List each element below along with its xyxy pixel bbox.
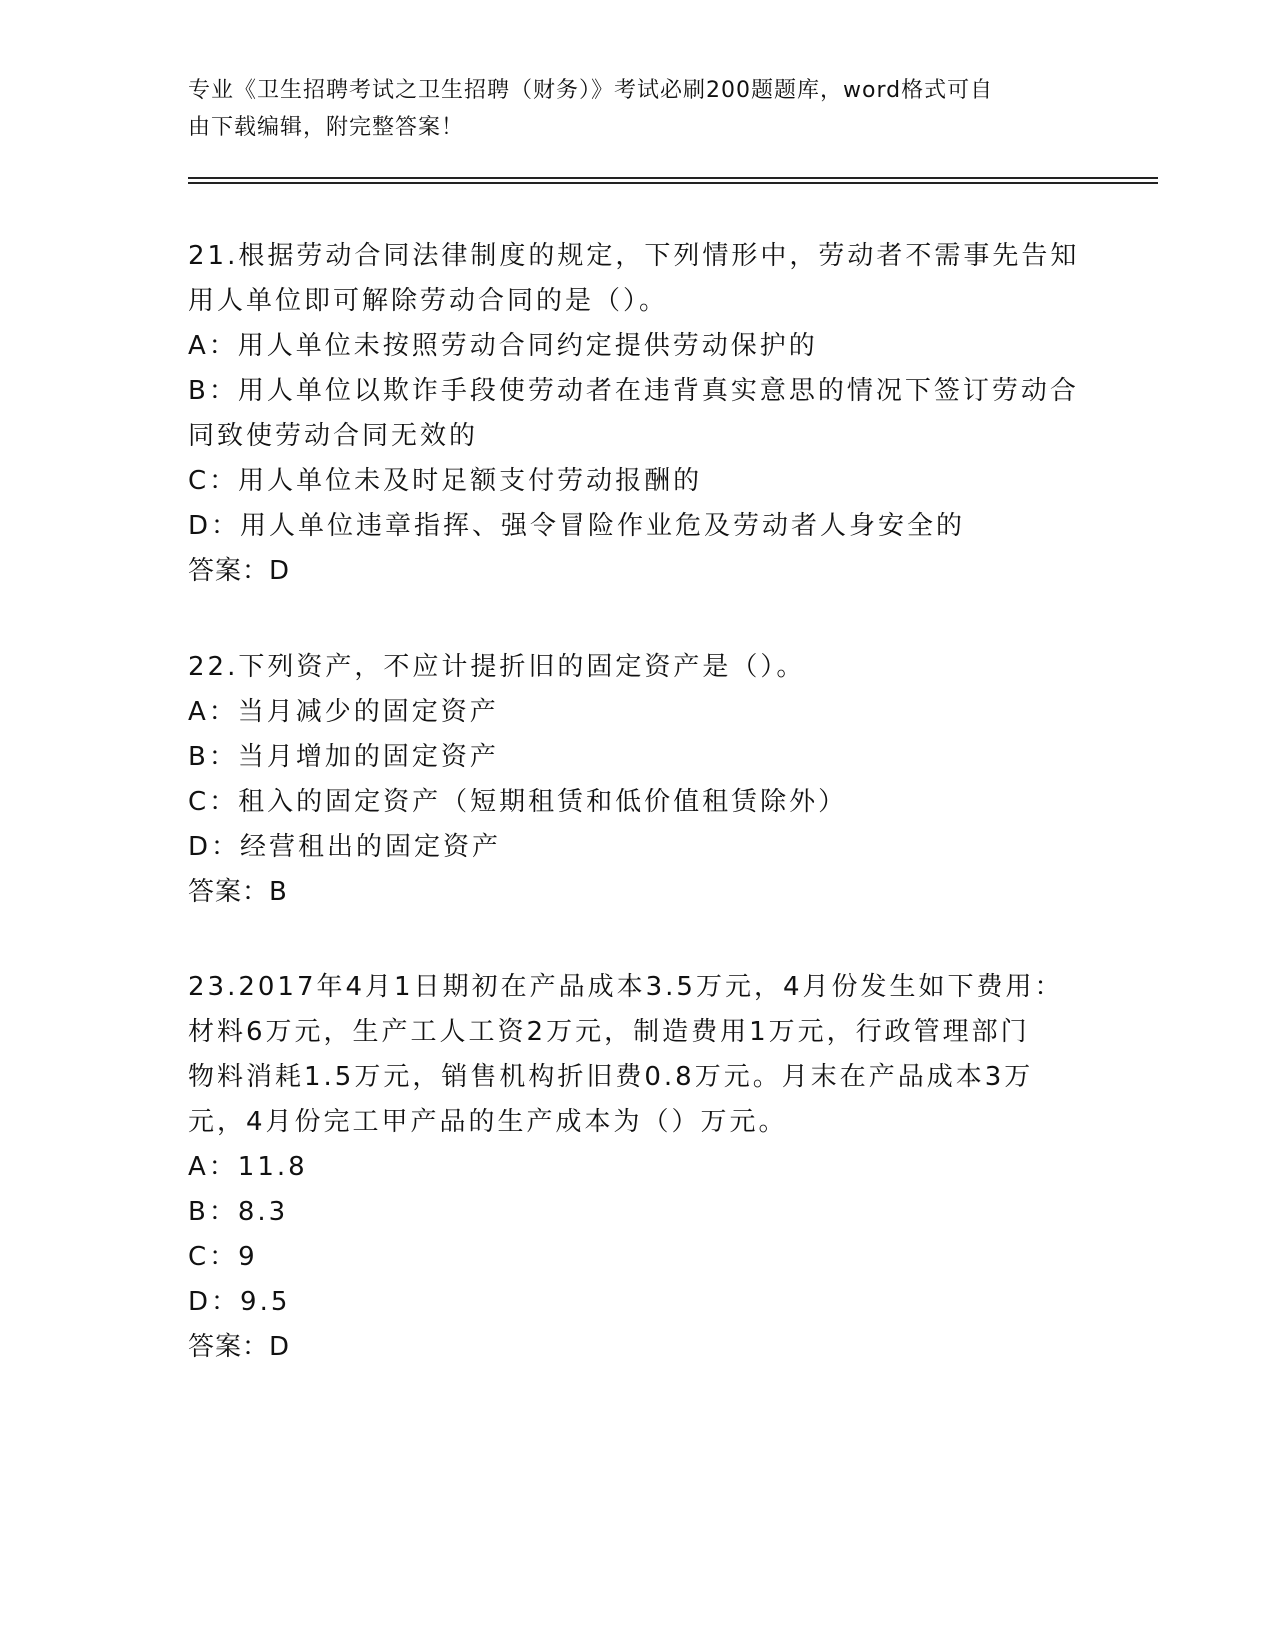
option-a: A：11.8 (188, 1152, 308, 1182)
option-d: D：经营租出的固定资产 (188, 832, 502, 862)
option-c: C：租入的固定资产（短期租赁和低价值租赁除外） (188, 787, 848, 817)
question-stem-line: 物料消耗1.5万元，销售机构折旧费0.8万元。月末在产品成本3万 (188, 1062, 1034, 1092)
option-b: B：用人单位以欺诈手段使劳动者在违背真实意思的情况下签订劳动合 (188, 376, 1079, 406)
option-a: A：用人单位未按照劳动合同约定提供劳动保护的 (188, 331, 818, 361)
option-d: D：9.5 (188, 1287, 291, 1317)
option-b: B：8.3 (188, 1197, 289, 1227)
question-23 (188, 965, 1088, 1370)
option-b: B：当月增加的固定资产 (188, 742, 499, 772)
question-stem-line: 用人单位即可解除劳动合同的是（）。 (188, 286, 669, 316)
answer: 答案：B (188, 877, 288, 907)
question-stem-line: 材料6万元，生产工人工资2万元，制造费用1万元，行政管理部门 (188, 1017, 1030, 1047)
header-line-2: 由下载编辑，附完整答案！ (188, 115, 465, 140)
question-stem-line: 元，4月份完工甲产品的生产成本为（）万元。 (188, 1107, 788, 1137)
answer: 答案：D (188, 556, 291, 586)
answer: 答案：D (188, 1332, 291, 1362)
option-c: C：用人单位未及时足额支付劳动报酬的 (188, 466, 703, 496)
option-c: C：9 (188, 1242, 258, 1272)
header-divider-bottom (188, 182, 1158, 184)
document-header (188, 72, 1068, 146)
question-stem-line: 22.下列资产，不应计提折旧的固定资产是（）。 (188, 652, 806, 682)
question-stem-line: 21.根据劳动合同法律制度的规定，下列情形中，劳动者不需事先告知 (188, 241, 1080, 271)
option-d: D：用人单位违章指挥、强令冒险作业危及劳动者人身安全的 (188, 511, 966, 541)
option-b-continued: 同致使劳动合同无效的 (188, 421, 479, 451)
question-stem-line: 23.2017年4月1日期初在产品成本3.5万元，4月份发生如下费用： (188, 972, 1064, 1002)
option-a: A：当月减少的固定资产 (188, 697, 499, 727)
header-divider-top (188, 177, 1158, 179)
question-22 (188, 645, 1088, 915)
header-line-1: 专业《卫生招聘考试之卫生招聘（财务）》考试必刷200题题库，word格式可自 (188, 78, 994, 103)
question-21 (188, 234, 1088, 594)
